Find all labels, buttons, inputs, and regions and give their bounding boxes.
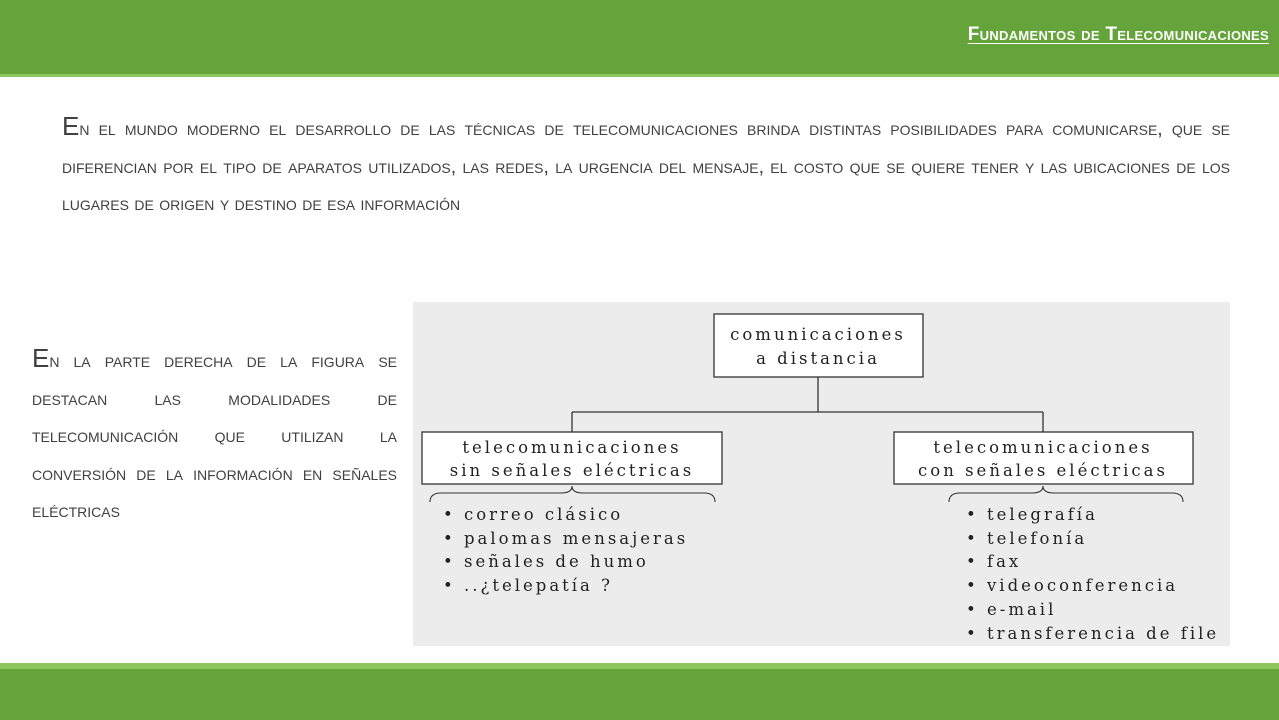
list-item: • e-mail	[966, 600, 1057, 619]
list-item: • ..¿telepatía ?	[443, 576, 613, 595]
list-item: • palomas mensajeras	[443, 529, 689, 548]
header-bar	[0, 0, 1279, 77]
root-line1: comunicaciones	[730, 325, 906, 344]
right-items	[966, 505, 1219, 643]
intro-paragraph: En el mundo moderno el desarrollo de las técnicas de telecomunicaciones brinda distintas posibilidades para comunicarse, que se diferencian por el tipo de aparatos utilizados, las redes, la urgencia del mensaje, el costo que se quiere tener y las ubicaciones de los lugares de origen y destino de esa información	[62, 111, 1230, 215]
list-item: • señales de humo	[443, 552, 649, 571]
right-line1: telecomunicaciones	[933, 438, 1153, 457]
list-item: • correo clásico	[443, 505, 624, 524]
left-line1: telecomunicaciones	[462, 438, 682, 457]
telecom-diagram	[413, 302, 1230, 646]
right-line2: con señales eléctricas	[918, 461, 1168, 480]
footer-bar	[0, 663, 1279, 720]
list-item: • videoconferencia	[966, 576, 1179, 595]
page-title: Fundamentos de Telecomunicaciones	[967, 24, 1269, 45]
list-item: • fax	[966, 552, 1022, 571]
left-brace	[430, 486, 715, 502]
list-item: • telegrafía	[966, 505, 1098, 524]
side-paragraph: En la parte derecha de la figura se destacan las modalidades de telecomunicación que utilizan la conversión de la información en señales eléctricas	[32, 343, 397, 522]
left-line2: sin señales eléctricas	[449, 461, 695, 480]
left-items	[443, 505, 688, 595]
root-line2: a distancia	[756, 349, 880, 368]
list-item: • telefonía	[966, 529, 1088, 548]
list-item: • transferencia de file	[966, 624, 1220, 643]
right-brace	[949, 486, 1183, 502]
